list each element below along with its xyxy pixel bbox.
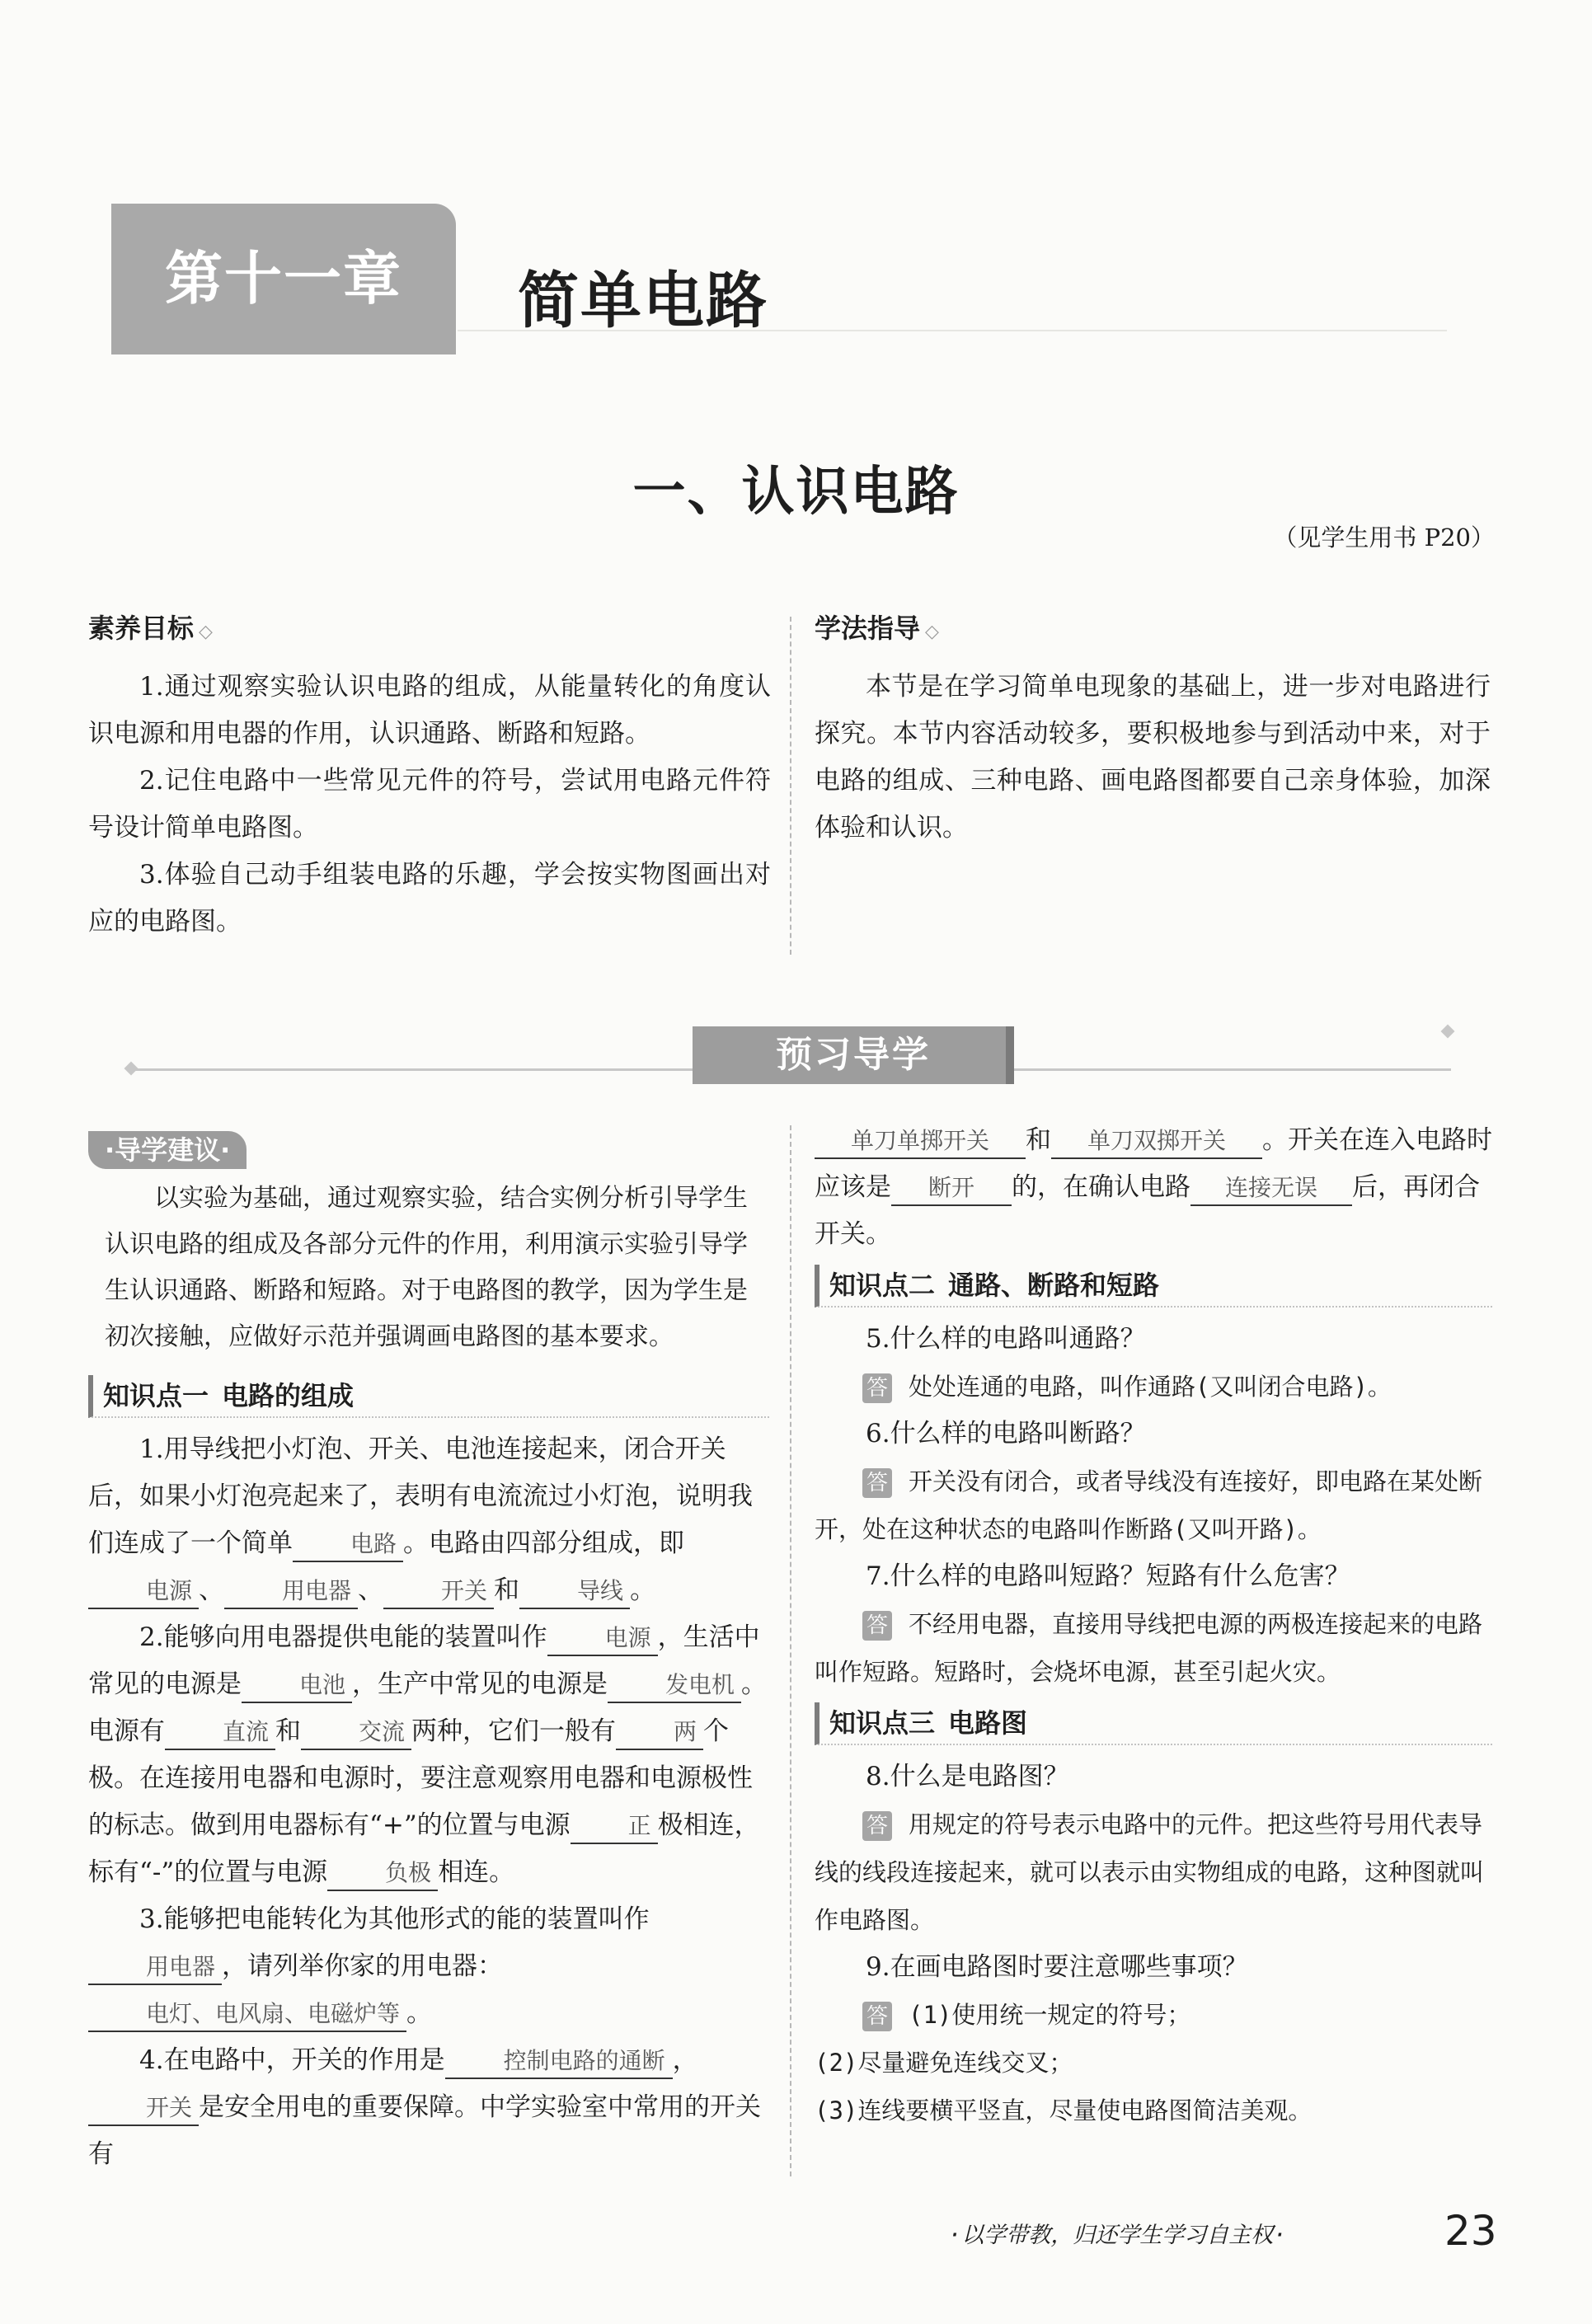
q-text: 1.用导线把小灯泡、开关、电池连接起来，闭合开关后，如果小灯泡亮起来了，表明有电流流过小灯泡，说明我们连成了一个简单 xyxy=(88,1434,753,1558)
goals-section xyxy=(88,610,771,946)
kp-tag: 知识点一 xyxy=(103,1380,209,1411)
q-text: 3.能够把电能转化为其他形式的能的装置叫作 xyxy=(139,1904,650,1934)
banner-accent xyxy=(1006,1026,1014,1084)
guide-heading xyxy=(815,610,1491,650)
answer-blank: 负极 xyxy=(327,1857,438,1891)
q-text: 4.在电路中，开关的作用是 xyxy=(139,2045,445,2075)
page-number: 23 xyxy=(1444,2207,1497,2255)
answer-9-line-3: (3)连线要横平竖直，尽量使电路图简洁美观。 xyxy=(815,2096,1313,2124)
kp-title: 电路图 xyxy=(948,1707,1028,1739)
answer-blank: 控制电路的通断 xyxy=(445,2045,673,2079)
divider xyxy=(458,330,1447,364)
goal-item: 2.记住电路中一些常见元件的符号，尝试用电路元件符号设计简单电路图。 xyxy=(88,766,771,843)
kp-title: 通路、断路和短路 xyxy=(948,1270,1160,1301)
answer-blank: 用电器 xyxy=(88,1951,222,1985)
guide-section xyxy=(815,610,1491,852)
q-text: 的，在确认电路 xyxy=(1012,1172,1190,1202)
answer-blank: 电灯、电风扇、电磁炉等 xyxy=(88,1998,406,2032)
section-title: 一、认识电路 xyxy=(632,461,960,523)
question-9: 9.在画电路图时要注意哪些事项？ xyxy=(866,1952,1248,1982)
question-5: 5.什么样的电路叫通路？ xyxy=(866,1324,1146,1354)
answer-6 xyxy=(815,1458,1492,1553)
answer-5 xyxy=(815,1363,1492,1411)
knowledge-point-3 xyxy=(815,1702,1492,1745)
answer-9-line-2: (2)尽量避免连线交叉； xyxy=(815,2049,1073,2077)
answer-icon: 答 xyxy=(862,1468,892,1498)
diamond-icon: ◇ xyxy=(199,622,213,642)
answer-text: (1)使用统一规定的符号； xyxy=(909,2001,1191,2029)
column-divider xyxy=(790,617,791,955)
answer-blank: 电路 xyxy=(293,1528,403,1562)
answer-blank: 用电器 xyxy=(224,1575,358,1609)
q-text: ，生活中常见的电源是 xyxy=(88,1622,760,1699)
diamond-icon xyxy=(1441,1025,1455,1039)
answer-blank: 电源 xyxy=(547,1622,658,1656)
answer-blank: 单刀双掷开关 xyxy=(1051,1124,1262,1159)
goal-item: 1.通过观察实验认识电路的组成，从能量转化的角度认识电源和用电器的作用，认识通路、断路和短路。 xyxy=(88,672,771,749)
kp-tag: 知识点三 xyxy=(829,1707,936,1739)
chapter-tab: 第十一章 xyxy=(111,204,456,354)
answer-blank: 单刀单掷开关 xyxy=(815,1124,1026,1159)
answer-text: 处处连通的电路，叫作通路(又叫闭合电路)。 xyxy=(909,1373,1392,1401)
q-text: 。电路由四部分组成，即 xyxy=(403,1528,685,1558)
answer-blank: 直流 xyxy=(165,1716,275,1750)
answer-blank: 正 xyxy=(571,1810,658,1844)
q-text: 。 xyxy=(406,1998,433,2028)
answer-blank: 开关 xyxy=(383,1575,494,1609)
answer-blank: 开关 xyxy=(88,2092,199,2126)
goals-heading-text: 素养目标 xyxy=(88,613,195,644)
knowledge-point-2 xyxy=(815,1265,1492,1308)
advice-label: ·导学建议· xyxy=(88,1131,247,1169)
answer-text: 开关没有闭合，或者导线没有连接好，即电路在某处断开，处在这种状态的电路叫作断路(又叫开路)。 xyxy=(815,1467,1483,1543)
answer-blank: 发电机 xyxy=(608,1669,741,1703)
q-text: ， xyxy=(672,2045,698,2075)
answer-icon: 答 xyxy=(862,1373,892,1403)
column-divider xyxy=(790,1125,791,2176)
goal-item: 3.体验自己动手组装电路的乐趣，学会按实物图画出对应的电路图。 xyxy=(88,860,771,937)
question-4 xyxy=(88,2037,769,2178)
preview-banner: 预习导学 xyxy=(693,1026,1014,1084)
q-text: 、 xyxy=(199,1575,225,1605)
goals-heading xyxy=(88,610,771,650)
question-2 xyxy=(88,1614,769,1896)
answer-blank: 连接无误 xyxy=(1190,1171,1352,1206)
answer-blank: 电池 xyxy=(242,1669,352,1703)
right-column xyxy=(815,1117,1492,2134)
q-text: 2.能够向用电器提供电能的装置叫作 xyxy=(139,1622,547,1652)
kp-title: 电路的组成 xyxy=(222,1380,355,1411)
q-text: 两种，它们一般有 xyxy=(411,1716,617,1746)
q-text: ，请列举你家的用电器： xyxy=(222,1951,504,1981)
answer-icon: 答 xyxy=(862,1811,892,1841)
kp-tag: 知识点二 xyxy=(829,1270,936,1301)
advice-text: 以实验为基础，通过观察实验，结合实例分析引导学生认识电路的组成及各部分元件的作用，利用演示实验引导学生认识通路、断路和短路。对于电路图的教学，因为学生是初次接触，应做好示范并强调画电路图的基本要求。 xyxy=(105,1184,748,1351)
answer-blank: 断开 xyxy=(891,1171,1012,1206)
answer-icon: 答 xyxy=(862,1611,892,1641)
q-text: 和 xyxy=(494,1575,520,1605)
answer-blank: 导线 xyxy=(519,1575,630,1609)
q-text: 和 xyxy=(1026,1125,1051,1155)
question-1 xyxy=(88,1426,769,1614)
question-3 xyxy=(88,1896,769,2037)
q-text: ，生产中常见的电源是 xyxy=(352,1669,608,1699)
answer-text: 不经用电器，直接用导线把电源的两极连接起来的电路叫作短路。短路时，会烧坏电源，甚至引起火灾。 xyxy=(815,1610,1483,1686)
footer-slogan: ·以学带教，归还学生学习自主权· xyxy=(948,2223,1287,2248)
answer-9 xyxy=(815,1991,1492,2039)
q-text: 。 xyxy=(630,1575,656,1605)
diamond-icon: ◇ xyxy=(925,622,939,642)
answer-icon: 答 xyxy=(862,2002,892,2031)
answer-blank: 交流 xyxy=(301,1716,411,1750)
question-8: 8.什么是电路图？ xyxy=(866,1762,1069,1791)
q-text: 和 xyxy=(275,1716,302,1746)
chapter-title: 简单电路 xyxy=(518,265,768,336)
diamond-icon xyxy=(124,1062,139,1076)
q-text: 。开关在连入电路时应该是 xyxy=(815,1125,1492,1202)
q-text: 极相连，标有“-”的位置与电源 xyxy=(88,1810,760,1887)
question-7: 7.什么样的电路叫短路？短路有什么危害？ xyxy=(866,1561,1350,1591)
answer-blank: 电源 xyxy=(88,1575,199,1609)
q-text: 是安全用电的重要保障。中学实验室中常用的开关有 xyxy=(88,2092,762,2169)
textbook-reference: （见学生用书 P20） xyxy=(1273,523,1495,552)
guide-heading-text: 学法指导 xyxy=(815,613,921,644)
knowledge-point-1 xyxy=(88,1375,769,1418)
guide-text: 本节是在学习简单电现象的基础上，进一步对电路进行探究。本节内容活动较多，要积极地参与到活动中来，对于电路的组成、三种电路、画电路图都要自己亲身体验，加深体验和认识。 xyxy=(815,672,1491,843)
q-text: 个极。在连接用电器和电源时，要注意观察用电器和电源极性的标志。做到用电器标有“+”的位置与电源 xyxy=(88,1716,753,1840)
question-4-continued xyxy=(815,1117,1492,1258)
left-column xyxy=(88,1131,769,2178)
answer-text: 用规定的符号表示电路中的元件。把这些符号用代表导线的线段连接起来，就可以表示由实物组成的电路，这种图就叫作电路图。 xyxy=(815,1810,1485,1934)
q-text: 后，再闭合开关。 xyxy=(815,1172,1480,1249)
q-text: 、 xyxy=(358,1575,384,1605)
q-text: 。电源有 xyxy=(88,1669,768,1746)
q-text: 相连。 xyxy=(438,1857,515,1887)
answer-8 xyxy=(815,1801,1492,1944)
question-6: 6.什么样的电路叫断路？ xyxy=(866,1419,1146,1448)
answer-7 xyxy=(815,1600,1492,1696)
answer-blank: 两 xyxy=(616,1716,703,1750)
